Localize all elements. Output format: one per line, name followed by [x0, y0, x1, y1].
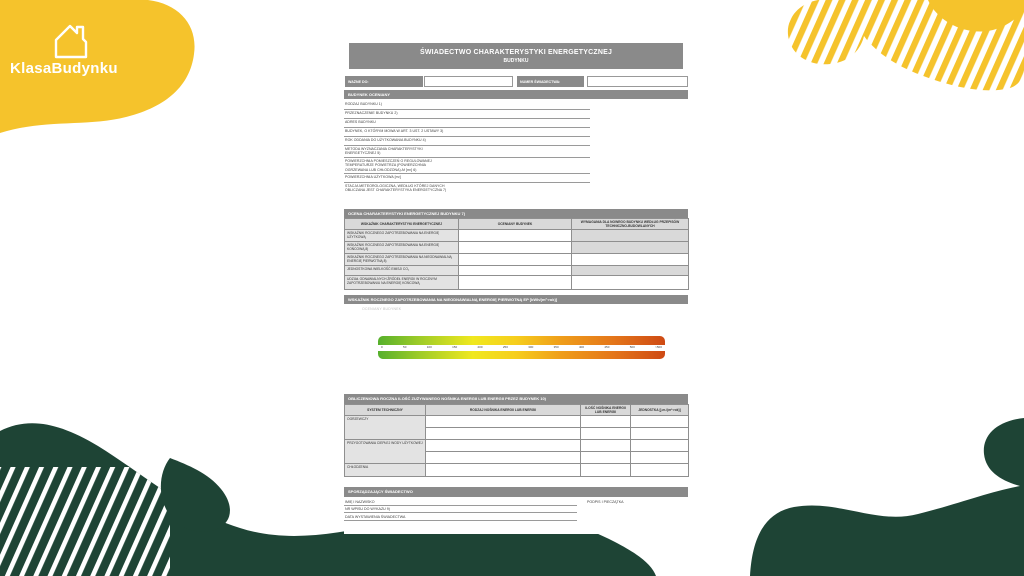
logo-wordmark: KlasaBudynku	[10, 60, 118, 77]
section-header-ep-indicator	[344, 295, 688, 304]
ep-note: OCENIANY BUDYNEK	[362, 307, 402, 311]
assessment-header-row	[345, 219, 689, 230]
assessment-table	[344, 218, 688, 290]
field-label: ADRES BUDYNKU	[345, 120, 376, 124]
field-data-wystawienia	[344, 513, 577, 521]
green-blob-bottom-right	[690, 380, 1024, 576]
section-header-building	[344, 90, 688, 99]
tick-label: 300	[528, 345, 534, 349]
tick-label: 0	[381, 345, 383, 349]
empty-cell	[581, 452, 631, 464]
row-requirement	[572, 230, 689, 242]
field-adres-budynku	[344, 119, 590, 128]
col-unit: JEDNOSTKA [j.m./(m²·rok)]	[631, 405, 689, 416]
field-rodzaj-budynku	[344, 101, 590, 110]
section-header-consumption	[344, 394, 688, 404]
issuer-section	[344, 498, 688, 521]
section-header-ep-label: WSKAŹNIK ROCZNEGO ZAPOTRZEBOWANIA NA NIEODNAWIALNĄ ENERGIĘ PIERWOTNĄ EP [kWh/(m²·rok)]	[348, 296, 558, 302]
row-requirement	[572, 276, 689, 290]
field-label: NR WPISU DO WYKAZU 9)	[345, 507, 390, 511]
empty-cell	[631, 440, 689, 452]
green-corner-shape	[750, 418, 1024, 576]
col-requirements: WYMAGANIA DLA NOWEGO BUDYNKU WEDŁUG PRZEPISÓW TECHNICZNO-BUDOWLANYCH	[572, 219, 689, 230]
col-assessed-building: OCENIANY BUDYNEK	[459, 219, 572, 230]
group-label-heating: OGRZEWCZY	[345, 416, 426, 440]
field-powierzchnia-regulowana	[344, 158, 590, 174]
col-indicator: WSKAŹNIK CHARAKTERYSTYKI ENERGETYCZNEJ	[345, 219, 459, 230]
field-budynek-art3	[344, 128, 590, 137]
certificate-number-label: NUMER ŚWIADECTWA:	[517, 76, 584, 87]
row-label: UDZIAŁ ODNAWIALNYCH ŹRÓDEŁ ENERGII W ROCZNYM ZAPOTRZEBOWANIU NA ENERGIĘ KOŃCOWĄ	[345, 276, 459, 290]
certificate-title-line1: ŚWIADECTWO CHARAKTERYSTYKI ENERGETYCZNEJ	[419, 48, 613, 56]
section-header-assessment-label: OCENA CHARAKTERYSTYKI ENERGETYCZNEJ BUDYNKU 7)	[348, 210, 466, 216]
field-przeznaczenie-budynku	[344, 110, 590, 119]
certificate-number-field[interactable]	[587, 76, 688, 87]
striped-blob-top-right	[760, 0, 1024, 150]
field-label: ROK ODDANIA DO UŻYTKOWANIA BUDYNKU 4)	[345, 138, 426, 142]
empty-cell	[426, 416, 581, 428]
group-label-cooling: CHŁODZENIA	[345, 464, 426, 477]
field-metoda-wyznaczania	[344, 146, 590, 158]
empty-cell	[581, 440, 631, 452]
field-label: PRZEZNACZENIE BUDYNKU 2)	[345, 111, 398, 115]
row-requirement	[572, 266, 689, 276]
valid-until-field[interactable]	[424, 76, 513, 87]
table-row	[345, 254, 689, 266]
certificate-title-line2: BUDYNKU	[503, 57, 529, 64]
field-powierzchnia-uzytkowa	[344, 174, 590, 183]
empty-cell	[631, 452, 689, 464]
field-rok-oddania	[344, 137, 590, 146]
field-label: POWIERZCHNIA UŻYTKOWA [m²]	[345, 174, 401, 179]
section-header-consumption-label: OBLICZENIOWA ROCZNA ILOŚĆ ZUŻYWANEGO NOŚNIKA ENERGII LUB ENERGII PRZEZ BUDYNEK 10)	[348, 396, 547, 401]
row-label: WSKAŹNIK ROCZNEGO ZAPOTRZEBOWANIA NA ENERGIĘ KOŃCOWĄ 8)	[345, 242, 459, 254]
table-row	[345, 230, 689, 242]
row-label: WSKAŹNIK ROCZNEGO ZAPOTRZEBOWANIA NA NIEODNAWIALNĄ ENERGIĘ PIERWOTNĄ 8)	[345, 254, 459, 266]
consumption-header-row	[345, 405, 689, 416]
building-fields	[344, 101, 590, 194]
certificate-meta-row	[344, 76, 688, 87]
field-imie-nazwisko	[344, 498, 577, 506]
tick-label: >500	[655, 345, 662, 349]
table-row	[345, 464, 689, 477]
col-system: SYSTEM TECHNICZNY	[345, 405, 426, 416]
empty-cell	[426, 428, 581, 440]
field-label: STACJA METEOROLOGICZNA, WEDŁUG KTÓREJ DANYCH OBLICZANA JEST CHARAKTERYSTYKA ENERGETYCZNA 7)	[345, 183, 447, 193]
table-row	[345, 242, 689, 254]
empty-cell	[631, 428, 689, 440]
consumption-table	[344, 404, 688, 477]
tick-label: 100	[426, 345, 432, 349]
empty-cell	[581, 428, 631, 440]
table-row	[345, 440, 689, 452]
certificate-page	[344, 42, 688, 534]
empty-cell	[426, 452, 581, 464]
tick-label: 50	[403, 345, 407, 349]
row-label: WSKAŹNIK ROCZNEGO ZAPOTRZEBOWANIA NA ENERGIĘ UŻYTKOWĄ	[345, 230, 459, 242]
table-row	[345, 266, 689, 276]
field-label: IMIĘ I NAZWISKO	[345, 499, 375, 504]
col-carrier-type: RODZAJ NOŚNIKA ENERGII LUB ENERGII	[426, 405, 581, 416]
row-value	[459, 230, 572, 242]
row-value	[459, 242, 572, 254]
field-label: DATA WYSTAWIENIA ŚWIADECTWA	[345, 514, 406, 519]
row-label: JEDNOSTKOWA WIELKOŚĆ EMISJI CO₂	[345, 266, 459, 276]
row-requirement	[572, 254, 689, 266]
valid-until-label: WAŻNE DO:	[345, 76, 423, 87]
white-stripes-cutout	[0, 467, 170, 576]
tick-label: 250	[502, 345, 508, 349]
field-stacja-meteorologiczna	[344, 183, 590, 194]
section-header-building-label: BUDYNEK OCENIANY	[348, 91, 391, 97]
empty-cell	[581, 416, 631, 428]
tick-label: 400	[578, 345, 584, 349]
ep-scale-gradient-bottom	[378, 351, 665, 360]
field-label: BUDYNEK, O KTÓRYM MOWA W ART. 3 UST. 2 USTAWY 3)	[345, 129, 444, 133]
row-value	[459, 254, 572, 266]
tick-label: 500	[629, 345, 635, 349]
field-nr-wpisu	[344, 506, 577, 514]
section-header-assessment	[344, 209, 688, 218]
row-value	[459, 276, 572, 290]
ep-scale-gradient-top	[378, 336, 665, 345]
row-value	[459, 266, 572, 276]
section-header-issuer	[344, 487, 688, 497]
col-carrier-amount: ILOŚĆ NOŚNIKA ENERGII LUB ENERGII	[581, 405, 631, 416]
table-row	[345, 416, 689, 428]
ep-gradient-scale	[378, 336, 665, 359]
table-row	[345, 276, 689, 290]
signature-stamp-label: PODPIS I PIECZĄTKA	[587, 500, 624, 504]
certificate-title-bar	[349, 43, 683, 69]
group-label-hot-water: PRZYGOTOWANIA CIEPŁEJ WODY UŻYTKOWEJ	[345, 440, 426, 464]
tick-label: 450	[604, 345, 610, 349]
tick-label: 150	[452, 345, 458, 349]
empty-cell	[581, 464, 631, 477]
field-label: POWIERZCHNIA POMIESZCZEŃ O REGULOWANEJ TEMPERATURZE POWIETRZA (POWIERZCHNIA OGRZEWANA LUB CHŁODZONA) Af [m²] 6)	[345, 158, 432, 172]
field-label: METODA WYZNACZANIA CHARAKTERYSTYKI ENERGETYCZNEJ 5)	[345, 147, 423, 156]
row-requirement	[572, 242, 689, 254]
tick-label: 350	[553, 345, 559, 349]
field-label: RODZAJ BUDYNKU 1)	[345, 102, 383, 106]
section-header-issuer-label: SPORZĄDZAJĄCY ŚWIADECTWO	[348, 489, 413, 494]
empty-cell	[631, 464, 689, 477]
tick-label: 200	[477, 345, 483, 349]
empty-cell	[631, 416, 689, 428]
empty-cell	[426, 464, 581, 477]
empty-cell	[426, 440, 581, 452]
